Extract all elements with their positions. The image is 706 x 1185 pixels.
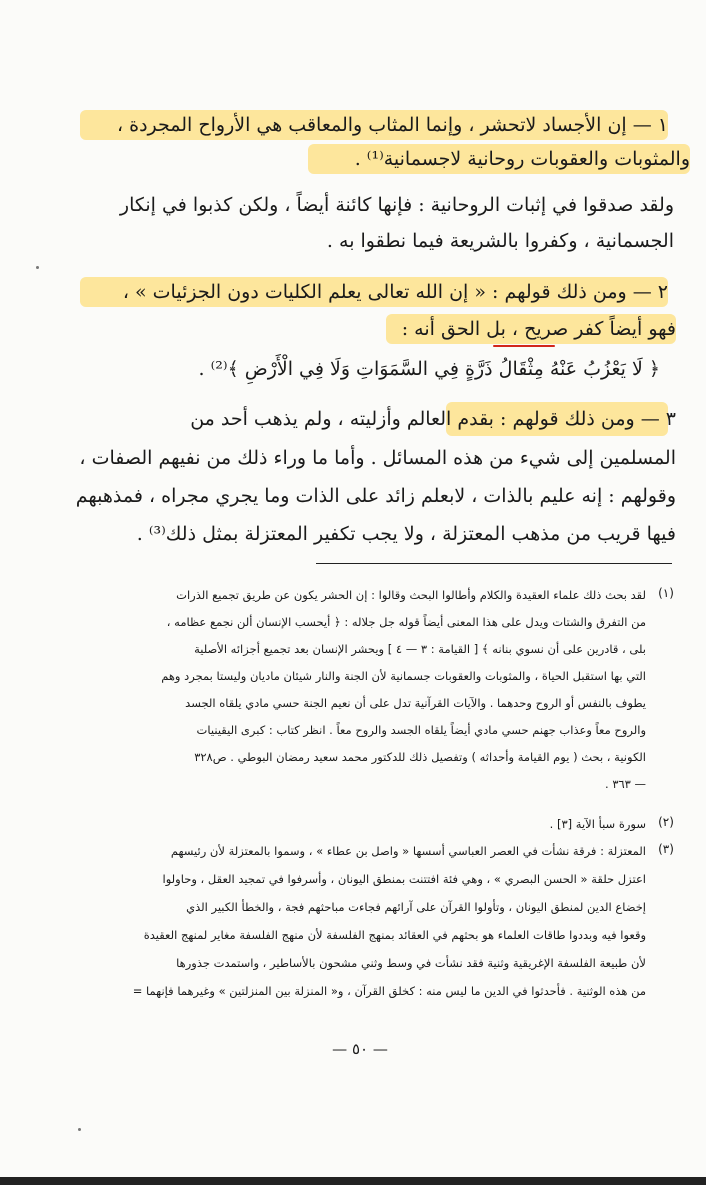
- text-line: ٢ — ومن ذلك قولهم : « إن الله تعالى يعلم الكليات دون الجزئيات » ،: [80, 277, 668, 307]
- text-line: وقولهم : إنه عليم بالذات ، لابعلم زائد على الذات وما يجري مجراه ، فمذهبهم: [75, 485, 676, 507]
- quran-verse: ﴿ لَا يَعْزُبُ عَنْهُ مِثْقَالُ ذَرَّةٍ فِي السَّمَوَاتِ وَلَا فِي الْأَرْضِ ﴾⁽²⁾ .: [198, 358, 660, 380]
- text-line: الجسمانية ، وكفروا بالشريعة فيما نطقوا به .: [326, 230, 674, 252]
- footnote-line: من التفرق والشتات ويدل على هذا المعنى أيضاً قوله جل جلاله : ﴿ أيحسب الإنسان ألن نجمع عظامه ،: [166, 615, 646, 629]
- footnote-line: لقد بحث ذلك علماء العقيدة والكلام وأطالوا البحث وقالوا : إن الحشر يكون عن طريق تجميع الذرات: [176, 588, 646, 602]
- footnote-line: لأن طبيعة الفلسفة الإغريقية وثنية فقد نشأت في وسط وثني مشحون بالأساطير ، واستمدت جذورها: [176, 956, 646, 970]
- footnote-line: يطوف بالنفس أو الروح وحدهما . والآيات القرآنية تدل على أن نعيم الجنة حسي مادي يلقاه الجسد: [185, 696, 646, 710]
- footnote-line: من هذه الوثنية . فأحدثوا في الدين ما ليس منه : كخلق القرآن ، و« المنزلة بين المنزلتين » وغيرهما فإنهما =: [132, 984, 646, 998]
- text-line: فهو أيضاً كفر صريح ، بل الحق أنه :: [386, 314, 676, 344]
- scan-bottom-edge: [0, 1177, 706, 1185]
- footnote-line: إخضاع الدين لمنطق اليونان ، وتأولوا القرآن على آرائهم فجاءت مباحثهم فجة ، والخطأ الكبير الذي: [186, 900, 646, 914]
- red-underline: [493, 345, 555, 347]
- footnote-line: سورة سبأ الآية [٣] .: [549, 817, 646, 831]
- footnote-line: اعتزل حلقة « الحسن البصري » ، وهي فئة افتتنت بمنطق اليونان ، وأسرفوا في تمجيد العقل ، وحاولوا: [162, 872, 646, 886]
- text-line: فيها قريب من مذهب المعتزلة ، ولا يجب تكفير المعتزلة بمثل ذلك⁽³⁾ .: [136, 523, 676, 545]
- footnote-line: المعتزلة : فرقة نشأت في العصر العباسي أسسها « واصل بن عطاء » ، وسموا بالمعتزلة لأن رئيسهم: [170, 844, 646, 858]
- text-line: المسلمين إلى شيء من هذه المسائل . وأما ما وراء ذلك من نفيهم الصفات ،: [79, 447, 676, 469]
- footnote-number: (٢): [658, 815, 674, 829]
- footnote-line: الكونية ، بحث ( يوم القيامة وأحداثه ) وتفصيل ذلك للدكتور محمد سعيد رمضان البوطي . ص٣٢٨: [194, 750, 646, 764]
- text-line: ولقد صدقوا في إثبات الروحانية : فإنها كائنة أيضاً ، ولكن كذبوا في إنكار: [119, 194, 674, 216]
- footnote-line: وقعوا فيه وبددوا طاقات العلماء هو بحثهم في العقائد بمنهج الفلسفة لأن منهج الفلسفة مغاير لمنهج العقيدة: [143, 928, 646, 942]
- footnote-line: والروح معاً وعذاب جهنم حسي مادي أيضاً يلقاه الجسد والروح معاً . انظر كتاب : كبرى اليقينيات: [196, 723, 646, 737]
- text-line: ٣ — ومن ذلك قولهم : بقدم العالم وأزليته ، ولم يذهب أحد من: [190, 408, 676, 430]
- footnote-line: بلى ، قادرين على أن نسوي بنانه ﴾ [ القيامة : ٣ — ٤ ] ويحشر الإنسان بعد تجميع أجزائه الأصلية: [194, 642, 646, 656]
- footnote-number: (١): [658, 586, 674, 600]
- page-number: — ٥٠ —: [332, 1040, 388, 1058]
- scan-speck: [78, 1128, 81, 1131]
- footnote-separator: [316, 563, 672, 564]
- text-line: والمثوبات والعقوبات روحانية لاجسمانية⁽¹⁾ .: [308, 144, 690, 174]
- footnote-number: (٣): [658, 842, 674, 856]
- scan-speck: [36, 266, 39, 269]
- footnote-line: — ٣٦٣ .: [605, 777, 646, 791]
- text-line: ١ — إن الأجساد لاتحشر ، وإنما المثاب والمعاقب هي الأرواح المجردة ،: [80, 110, 668, 140]
- footnote-line: التي بها استقبل الحياة ، والمثوبات والعقوبات جسمانية لأن الجنة والنار شيئان ماديان وليستا بمجرد وهم: [161, 669, 646, 683]
